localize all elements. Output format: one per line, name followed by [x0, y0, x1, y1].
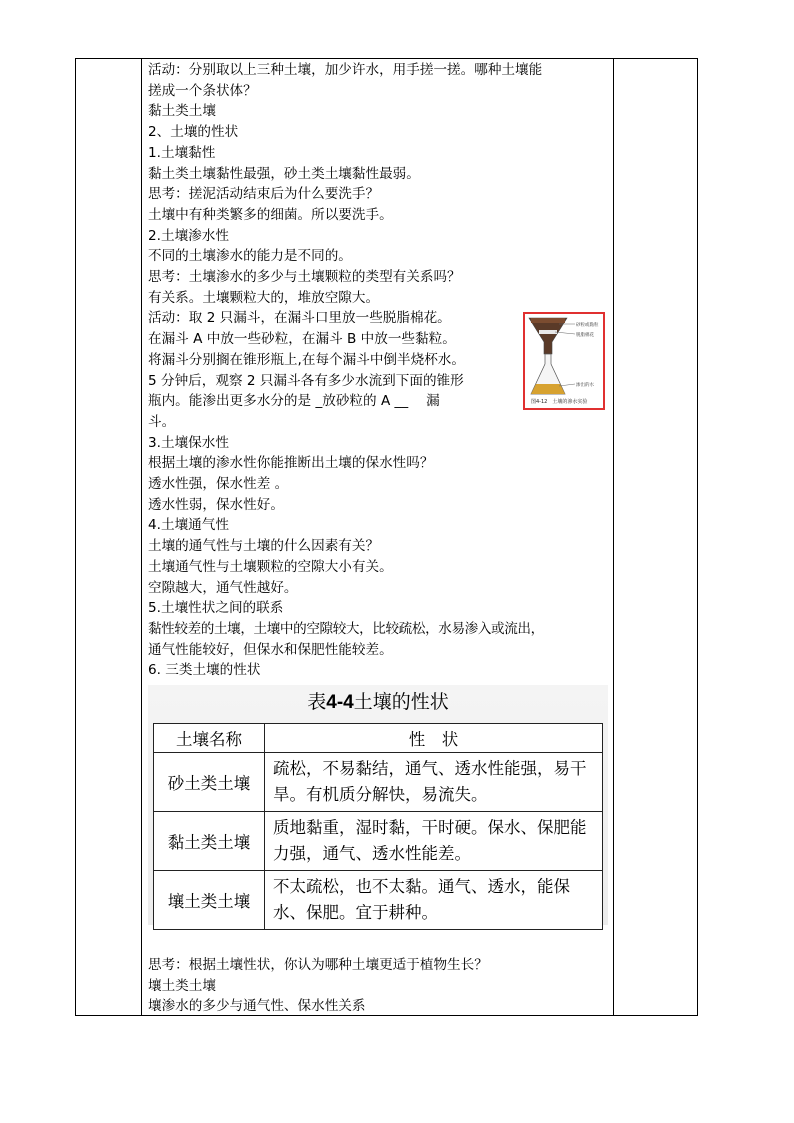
soil-name-cell: 砂土类土壤: [154, 753, 265, 812]
closing-questions: [148, 955, 488, 1017]
soil-properties-table: [153, 723, 603, 930]
table-row: [154, 871, 603, 930]
activity-line: 斗。: [148, 413, 176, 430]
answer-line: 黏土类土壤: [148, 103, 216, 120]
table-row: [154, 753, 603, 812]
soil-properties-table-image: [148, 685, 608, 925]
answer-line: 有关系。土壤颗粒大的，堆放空隙大。: [148, 289, 380, 306]
activity-line: 活动：分别取以上三种土壤，加少许水，用手搓一搓。哪种土壤能: [148, 62, 543, 78]
soil-desc-cell: 疏松，不易黏结，通气、透水性能强，易干旱。有机质分解快，易流失。: [265, 753, 603, 812]
header-soil-name: 土壤名称: [154, 724, 265, 753]
figure-label-sand: 砂粒或黏粒: [576, 323, 599, 328]
soil-name-cell: 黏土类土壤: [154, 812, 265, 871]
text-line: 不同的土壤渗水的能力是不同的。: [148, 248, 352, 265]
header-properties: 性 状: [265, 724, 603, 753]
answer-line: 土壤通气性与土壤颗粒的空隙大小有关。: [148, 558, 393, 575]
subsection-heading: 2.土壤渗水性: [148, 227, 229, 244]
text-line: 通气性能较好，但保水和保肥性能较差。: [148, 641, 393, 658]
funnel-experiment-figure: [523, 312, 605, 410]
activity-line: 将漏斗分别搁在锥形瓶上,在每个漏斗中倒半烧杯水。: [148, 351, 465, 368]
subsection-heading: 5.土壤性状之间的联系: [148, 600, 284, 617]
activity-line: 瓶内。能渗出更多水分的是 _放砂粒的 A __ 漏: [148, 393, 440, 410]
figure-caption: 图4-12 土壤的渗水实验: [531, 399, 588, 405]
soil-name-cell: 壤土类土壤: [154, 871, 265, 930]
subsection-heading: 3.土壤保水性: [148, 434, 229, 451]
activity-line: 在漏斗 A 中放一些砂粒，在漏斗 B 中放一些黏粒。: [148, 331, 456, 348]
answer-line: 壤土类土壤: [148, 977, 216, 994]
figure-label-water: 渗出的水: [576, 383, 594, 388]
subsection-heading: 4.土壤通气性: [148, 517, 229, 534]
column-divider-left: [141, 58, 142, 1016]
activity-line: 5 分钟后，观察 2 只漏斗各有多少水流到下面的锥形: [148, 372, 464, 389]
answer-line: 透水性强，保水性差 。: [148, 476, 289, 493]
section-heading: 2、土壤的性状: [148, 124, 239, 141]
text-line: 壤渗水的多少与通气性、保水性关系: [148, 998, 366, 1015]
table-title: 表4-4土壤的性状: [307, 691, 449, 713]
question-line: 根据土壤的渗水性你能推断出土壤的保水性吗？: [148, 455, 434, 472]
subsection-heading: 6. 三类土壤的性状: [148, 662, 261, 679]
answer-line: 透水性弱，保水性好。: [148, 496, 284, 513]
answer-line: 空隙越大，通气性越好。: [148, 579, 298, 596]
table-header-row: [154, 724, 603, 753]
question-line: 思考：土壤渗水的多少与土壤颗粒的类型有关系吗？: [148, 269, 461, 286]
subsection-heading: 1.土壤黏性: [148, 144, 216, 161]
soil-desc-cell: 不太疏松，也不太黏。通气、透水，能保水、保肥。宜于耕种。: [265, 871, 603, 930]
question-line: 土壤的通气性与土壤的什么因素有关？: [148, 538, 380, 555]
answer-line: 土壤中有种类繁多的细菌。所以要洗手。: [148, 206, 393, 223]
question-line: 思考：搓泥活动结束后为什么要洗手？: [148, 186, 380, 203]
text-line: 黏土类土壤黏性最强，砂土类土壤黏性最弱。: [148, 165, 420, 182]
activity-line: 活动：取 2 只漏斗，在漏斗口里放一些脱脂棉花。: [148, 310, 451, 327]
text-line: 黏性较差的土壤，土壤中的空隙较大，比较疏松，水易渗入或流出，: [148, 620, 544, 637]
soil-desc-cell: 质地黏重，湿时黏，干时硬。保水、保肥能力强，通气、透水性能差。: [265, 812, 603, 871]
table-row: [154, 812, 603, 871]
activity-line: 搓成一个条状体？: [148, 82, 257, 99]
column-divider-right: [613, 58, 614, 1016]
question-line: 思考：根据土壤性状，你认为哪种土壤更适于植物生长？: [148, 957, 488, 973]
figure-label-cotton: 脱脂棉花: [576, 333, 594, 338]
